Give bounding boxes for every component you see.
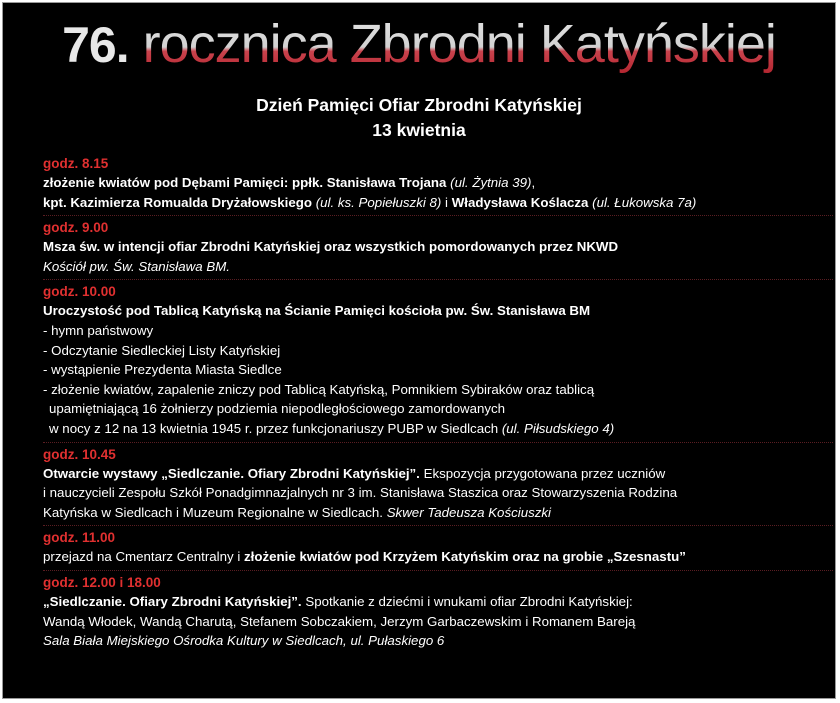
event-1000 — [43, 283, 833, 442]
event-time: godz. 12.00 i 18.00 — [43, 574, 161, 590]
event-line — [43, 173, 833, 193]
event-text: , — [531, 175, 536, 190]
list-item: - hymn państwowy — [43, 322, 154, 338]
event-location: Kościół pw. Św. Stanisława BM. — [43, 258, 230, 274]
event-line: Uroczystość pod Tablicą Katyńską na Ścianie Pamięci kościoła pw. Św. Stanisława BM — [43, 303, 591, 319]
list-item-continuation — [43, 419, 833, 439]
list-item-continuation: upamiętniającą 16 żołnierzy podziemia niepodległościowego zamordowanych — [49, 401, 506, 417]
event-1100 — [43, 529, 833, 571]
event-time: godz. 10.00 — [43, 284, 116, 300]
event-text: i — [445, 194, 448, 210]
list-item: - Odczytanie Siedleckiej Listy Katyńskiej — [43, 342, 281, 358]
event-time: godz. 10.45 — [43, 446, 116, 462]
event-address: (ul. Łukowska 7a) — [592, 194, 697, 210]
event-text: kpt. Kazimierza Romualda Dryżałowskiego — [43, 194, 312, 210]
banner-title — [3, 11, 835, 78]
event-0815 — [43, 155, 833, 216]
banner-number: 76. — [62, 17, 129, 73]
event-address: (ul. ks. Popiełuszki 8) — [315, 194, 442, 210]
event-line: Msza św. w intencji ofiar Zbrodni Katyńskiej oraz wszystkich pomordowanych przez NKWD — [43, 239, 619, 255]
event-1045 — [43, 446, 833, 527]
event-1200-1800 — [43, 574, 833, 654]
event-line: Wandą Włodek, Wandą Charutą, Stefanem Sobczakiem, Jerzym Garbaczewskim i Romanem Bareją — [43, 613, 636, 629]
subtitle — [3, 93, 835, 143]
event-title: złożenie kwiatów pod Krzyżem Katyńskim oraz na grobie „Szesnastu” — [244, 549, 686, 565]
subtitle-line-1: Dzień Pamięci Ofiar Zbrodni Katyńskiej — [256, 95, 582, 115]
event-line — [43, 592, 833, 612]
event-text: Katyńska w Siedlcach i Muzeum Regionalne w Siedlcach. — [43, 504, 383, 520]
event-line — [43, 193, 833, 213]
list-item: - wystąpienie Prezydenta Miasta Siedlce — [43, 362, 282, 378]
event-line: i nauczycieli Zespołu Szkół Ponadgimnazjalnych nr 3 im. Stanisława Staszica oraz Stowarzyszenia Rodzina — [43, 485, 678, 501]
subtitle-line-2: 13 kwietnia — [372, 120, 466, 140]
event-location: Sala Biała Miejskiego Ośrodka Kultury w Siedlcach, ul. Pułaskiego 6 — [43, 633, 445, 649]
event-address: (ul. Piłsudskiego 4) — [501, 420, 615, 436]
event-text: złożenie kwiatów pod Dębami Pamięci: ppłk. Stanisława Trojana — [43, 175, 447, 190]
event-text: Władysława Koślacza — [451, 194, 589, 210]
event-text: Spotkanie z dziećmi i wnukami ofiar Zbrodni Katyńskiej: — [305, 593, 633, 609]
event-address: (ul. Żytnia 39) — [450, 175, 532, 190]
event-time: godz. 11.00 — [43, 530, 116, 546]
event-text: przejazd na Cmentarz Centralny i — [43, 549, 241, 565]
event-line — [43, 503, 833, 523]
event-text: w nocy z 12 na 13 kwietnia 1945 r. przez funkcjonariuszy PUBP w Siedlcach — [49, 420, 499, 436]
event-0900 — [43, 219, 833, 280]
schedule — [43, 155, 833, 657]
event-line — [43, 547, 833, 567]
event-time: godz. 9.00 — [43, 220, 109, 236]
poster — [2, 2, 836, 699]
event-title: Otwarcie wystawy „Siedlczanie. Ofiary Zbrodni Katyńskiej”. — [43, 465, 420, 481]
event-line — [43, 464, 833, 484]
event-title: „Siedlczanie. Ofiary Zbrodni Katyńskiej”. — [43, 593, 302, 609]
banner-text: rocznica Zbrodni Katyńskiej — [142, 14, 776, 74]
event-location: Skwer Tadeusza Kościuszki — [386, 504, 552, 520]
list-item: - złożenie kwiatów, zapalenie zniczy pod Tablicą Katyńską, Pomnikiem Sybiraków oraz tablicą — [43, 381, 595, 397]
event-time: godz. 8.15 — [43, 156, 109, 171]
event-text: Ekspozycja przygotowana przez uczniów — [423, 465, 666, 481]
